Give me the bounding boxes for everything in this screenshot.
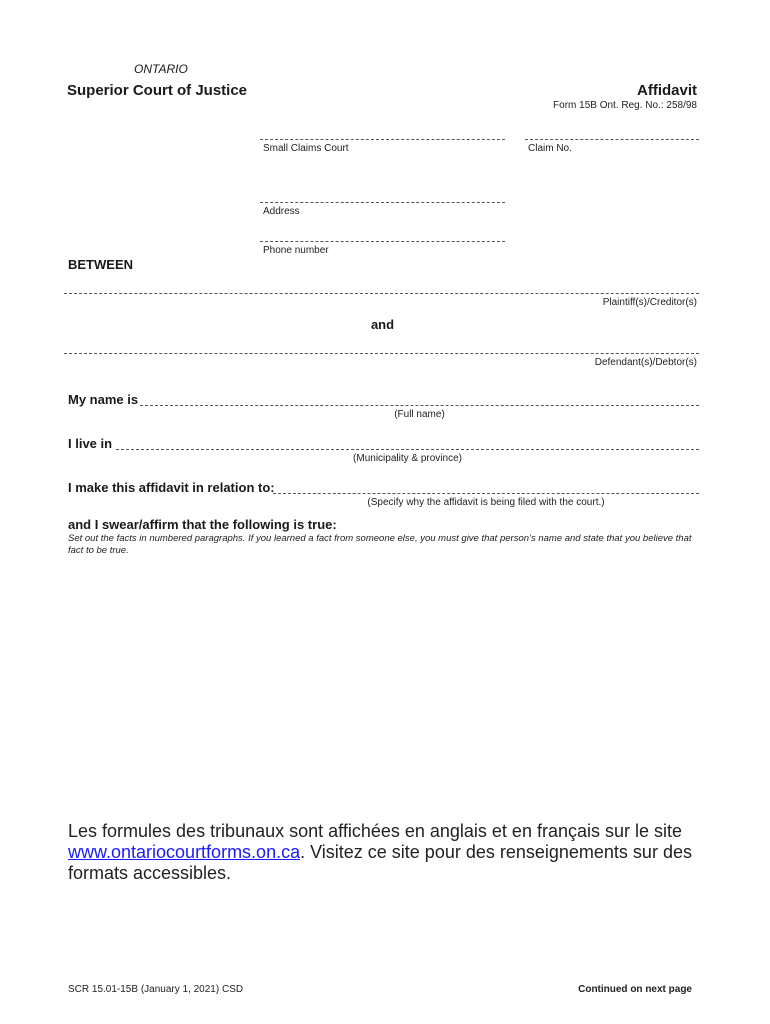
form-code: SCR 15.01-15B (January 1, 2021) CSD xyxy=(68,984,244,995)
french-notice-text-before: Les formules des tribunaux sont affichées en anglais et en français sur le site xyxy=(68,821,683,841)
small-claims-court-field[interactable] xyxy=(260,124,505,138)
municipality-line xyxy=(116,449,699,450)
phone-field[interactable] xyxy=(260,226,505,240)
phone-line xyxy=(260,241,505,242)
relation-line xyxy=(273,493,699,494)
relation-field[interactable] xyxy=(273,479,699,493)
facts-textarea[interactable] xyxy=(68,565,702,809)
instructions: Set out the facts in numbered paragraphs. If you learned a fact from someone else, you must give that person’s name and state that you believe that fact to be true. xyxy=(68,533,692,556)
claim-no-label: Claim No. xyxy=(528,143,572,154)
french-notice xyxy=(68,821,708,884)
address-line xyxy=(260,202,505,203)
province-label: ONTARIO xyxy=(134,62,188,76)
plaintiff-label: Plaintiff(s)/Creditor(s) xyxy=(602,297,697,308)
full-name-field[interactable] xyxy=(140,391,699,405)
form-title: Affidavit xyxy=(637,82,697,99)
and-label: and xyxy=(370,317,395,332)
phone-label: Phone number xyxy=(263,245,329,256)
relation-hint: (Specify why the affidavit is being filed with the court.) xyxy=(367,497,605,508)
french-notice-text-after: . Visitez ce site pour des renseignements sur des formats accessibles. xyxy=(68,842,692,883)
relation-label: I make this affidavit in relation to: xyxy=(68,480,275,495)
between-label: BETWEEN xyxy=(68,257,133,272)
claim-no-field[interactable] xyxy=(525,124,699,138)
defendant-field[interactable] xyxy=(64,338,699,352)
full-name-hint: (Full name) xyxy=(394,409,445,420)
municipality-hint: (Municipality & province) xyxy=(353,453,462,464)
defendant-label: Defendant(s)/Debtor(s) xyxy=(594,357,697,368)
court-name: Superior Court of Justice xyxy=(67,82,248,99)
small-claims-court-line xyxy=(260,139,505,140)
defendant-line xyxy=(64,353,699,354)
small-claims-court-label: Small Claims Court xyxy=(263,143,349,154)
continued-label: Continued on next page xyxy=(578,984,692,995)
plaintiff-field[interactable] xyxy=(64,278,699,292)
municipality-field[interactable] xyxy=(116,435,699,449)
name-label: My name is xyxy=(68,392,139,407)
address-field[interactable] xyxy=(260,187,505,201)
live-label: I live in xyxy=(68,436,113,451)
claim-no-line xyxy=(525,139,699,140)
ontario-court-forms-link[interactable]: www.ontariocourtforms.on.ca xyxy=(68,842,301,862)
swear-label: and I swear/affirm that the following is true: xyxy=(68,517,337,532)
address-label: Address xyxy=(263,206,300,217)
plaintiff-line xyxy=(64,293,699,294)
full-name-line xyxy=(140,405,699,406)
form-number: Form 15B Ont. Reg. No.: 258/98 xyxy=(553,100,697,111)
